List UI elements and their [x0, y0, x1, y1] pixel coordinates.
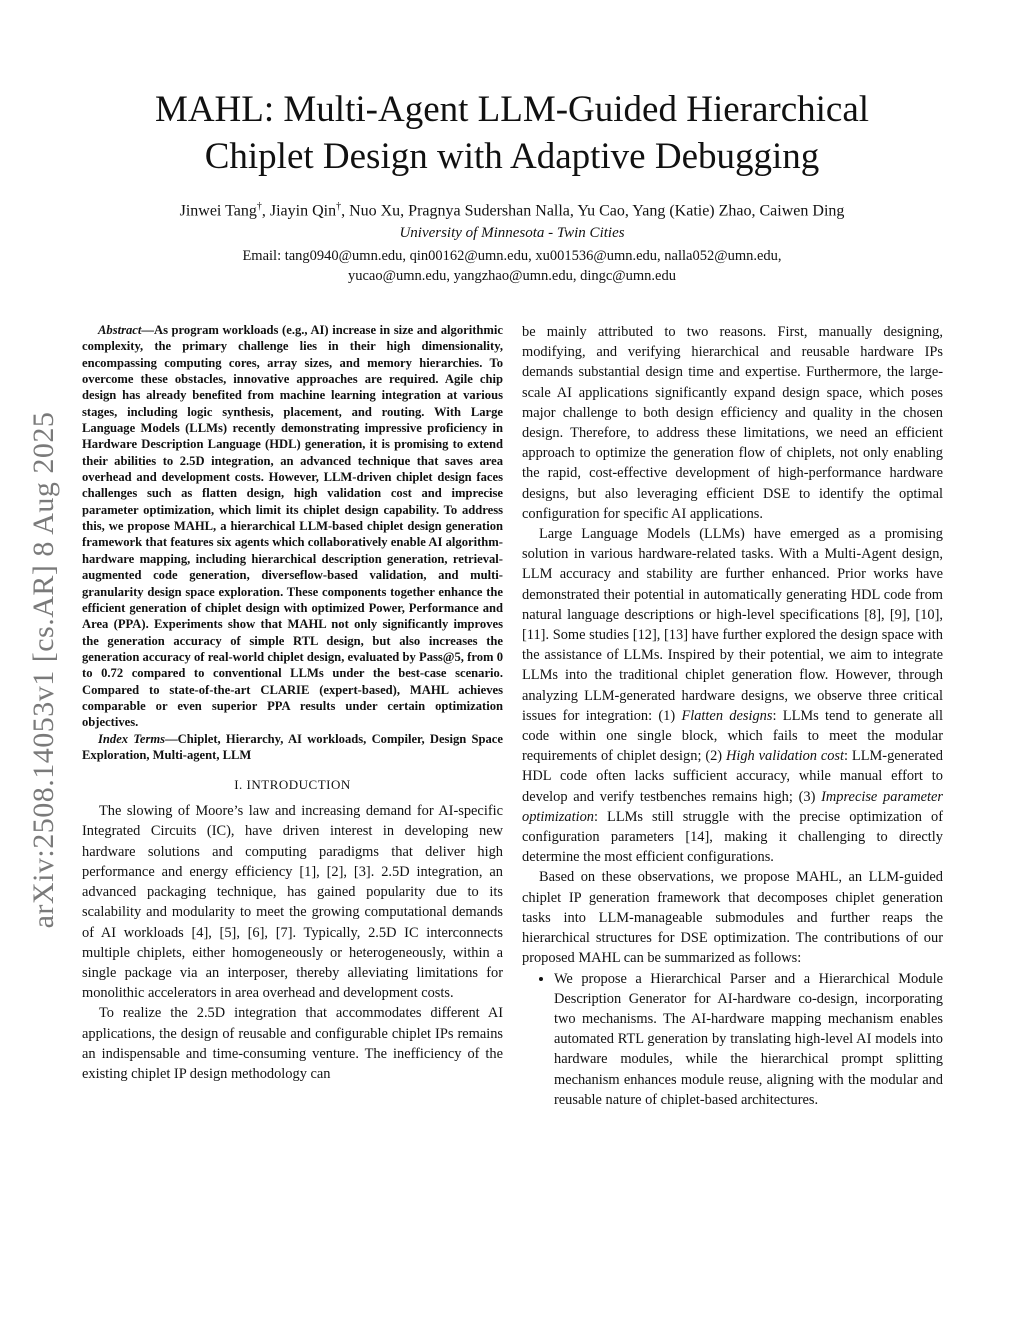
- remaining-authors: , Nuo Xu, Pragnya Sudershan Nalla, Yu Cao, Yang (Katie) Zhao, Caiwen Ding: [341, 202, 845, 220]
- equal-contribution-mark-1: †: [256, 201, 262, 212]
- arxiv-identifier-text: arXiv:2508.14053v1 [cs.AR] 8 Aug 2025: [27, 411, 60, 929]
- title-line-1: MAHL: Multi-Agent LLM-Guided Hierarchical: [154, 89, 870, 130]
- p2-text-c: : LLM-generated HDL code often lacks sufficient accuracy, while manual effort to develop and verify testbenches remains high; (3): [522, 748, 943, 805]
- right-paragraph-3: Based on these observations, we propose MAHL, an LLM-guided chiplet IP generation framework that decomposes chiplet generation tasks into LLM-manageable submodules and further reaps the hierarchical structures for DSE optimization. The contributions of our proposed MAHL can be summarized as follows:: [522, 869, 943, 967]
- paper-title: [92, 86, 932, 180]
- right-paragraph-1: be mainly attributed to two reasons. First, manually designing, modifying, and verifying hierarchical and reusable hardware IPs demands substantial design time and expertise. Furthermore, the large-scale AI applications significantly expand design space, which poses major challenge to both design efficiency and quality in the chosen design. Therefore, to address these limitations, we need an efficient approach to optimize the generation flow of chiplets, not only enabling the rapid, cost-effective development of high-performance hardware designs, but also leveraging efficient DSE to identify the optimal configuration for specific AI applications.: [522, 324, 943, 522]
- left-column: [82, 322, 503, 1084]
- author-2: Jiayin Qin: [269, 202, 337, 220]
- issue-high-validation-cost: High validation cost: [725, 748, 845, 765]
- title-line-2: Chiplet Design with Adaptive Debugging: [204, 136, 820, 177]
- abstract: [82, 322, 503, 731]
- email-line-2: yucao@umn.edu, yangzhao@umn.edu, dingc@umn.edu: [348, 268, 676, 284]
- right-paragraph-2: [522, 524, 943, 867]
- right-column: [522, 322, 943, 1110]
- issue-flatten-designs: Flatten designs: [681, 707, 773, 724]
- author-list: [92, 201, 932, 220]
- equal-contribution-mark-2: †: [336, 201, 342, 212]
- email-line-1: Email: tang0940@umn.edu, qin00162@umn.edu, xu001536@umn.edu, nalla052@umn.edu,: [242, 248, 782, 264]
- p2-text-a: Large Language Models (LLMs) have emerged as a promising solution in various hardware-related tasks. With a Multi-Agent design, LLM accuracy and stability are further enhanced. Prior works have demonstrated their potential in automatically generating HDL code from natural language descriptions or high-level specifications [8], [9], [10], [11]. Some studies [12], [13] have further explored the design space with the assistance of LLMs. Inspired by their potential, we aim to integrate LLMs into the traditional chiplet generation flow. However, through analyzing LLM-generated hardware designs, we observe three critical issues for integration: (1): [522, 526, 943, 724]
- abstract-label: Abstract: [98, 323, 142, 337]
- index-terms-dash: —: [165, 731, 178, 746]
- affiliation: University of Minnesota - Twin Cities: [399, 225, 625, 241]
- arxiv-identifier-stamp: [24, 370, 64, 970]
- author-1: Jinwei Tang: [179, 202, 257, 220]
- author-separator: ,: [261, 202, 270, 220]
- p2-text-d: : LLMs still struggle with the precise optimization of configuration parameters [14], making it challenging to directly determine the most efficient configurations.: [522, 808, 943, 866]
- abstract-dash: —: [141, 323, 154, 337]
- contribution-list: [522, 969, 943, 1110]
- email-block: [92, 246, 932, 286]
- intro-paragraph-2: To realize the 2.5D integration that accommodates different AI applications, the design of reusable and configurable chiplet IPs remains an indispensable and time-consuming venture. The inefficiency of the existing chiplet IP design methodology can: [82, 1005, 503, 1082]
- p2-text-b: : LLMs tend to generate all code within one single block, which fails to meet the modular requirements of chiplet design; (2): [522, 707, 943, 765]
- abstract-text: As program workloads (e.g., AI) increase in size and algorithmic complexity, the primary challenge lies in their high dimensionality, encompassing computing cores, array sizes, and memory hierarchies. To overcome these obstacles, innovative approaches are required. Agile chip design has already benefited from machine learning integration at various stages, including logic synthesis, placement, and routing. With Large Language Models (LLMs) recently demonstrating impressive proficiency in Hardware Description Language (HDL) generation, it is promising to extend their abilities to 2.5D integration, an advanced technique that saves area overhead and development costs. However, LLM-driven chiplet design faces challenges such as flatten design, high validation cost and imprecise parameter optimization, which limit its chiplet design capability. To address this, we propose MAHL, a hierarchical LLM-based chiplet design generation framework that features six agents which collaboratively enable AI algorithm-hardware mapping, including hierarchical description generation, retrieval-augmented code generation, diverseflow-based validation, and multi-granularity design space exploration. These components together enhance the efficient generation of chiplet design with optimized Power, Performance and Area (PPA). Experiments show that MAHL not only significantly improves the generation accuracy of simple RTL design, but also increases the generation accuracy of real-world chiplet design, evaluated by Pass@5, from 0 to 0.72 compared to conventional LLMs under the best-case scenario. Compared to state-of-the-art CLARIE (expert-based), MAHL achieves comparable or even superior PPA results under certain optimization objectives.: [82, 323, 503, 730]
- index-terms-text: Chiplet, Hierarchy, AI workloads, Compiler, Design Space Exploration, Multi-agent, LLM: [82, 731, 503, 762]
- section-heading-introduction: I. INTRODUCTION: [234, 777, 351, 793]
- issue-imprecise-parameter-optimization: Imprecise parameter optimization: [522, 788, 944, 825]
- contribution-item-1: • We propose a Hierarchical Parser and a Hierarchical Module Description Generator for AI-hardware co-design, incorporating two mechanisms. The AI-hardware mapping mechanism enables automated RTL generation by translating high-level AI models into hardware modules, while the hierarchical prompt splitting mechanism enhances module reuse, aligning with the modular and reusable nature of chiplet-based architectures.: [554, 969, 943, 1110]
- index-terms-label: Index Terms: [98, 731, 166, 746]
- index-terms: [82, 731, 503, 764]
- intro-paragraph-1: The slowing of Moore’s law and increasing demand for AI-specific Integrated Circuits (IC), have driven interest in developing new hardware solutions and computing paradigms that deliver high performance and energy efficiency [1], [2], [3]. 2.5D integration, an advanced packaging technique, has gained popularity due to its scalability and modularity to meet the growing computational demands of AI workloads [4], [5], [6], [7]. Typically, 2.5D IC interconnects multiple chiplets, either homogeneously or heterogeneously, within a single package via an interposer, thereby alleviating limitations for monolithic accelerators in area overhead and development costs.: [82, 803, 503, 1002]
